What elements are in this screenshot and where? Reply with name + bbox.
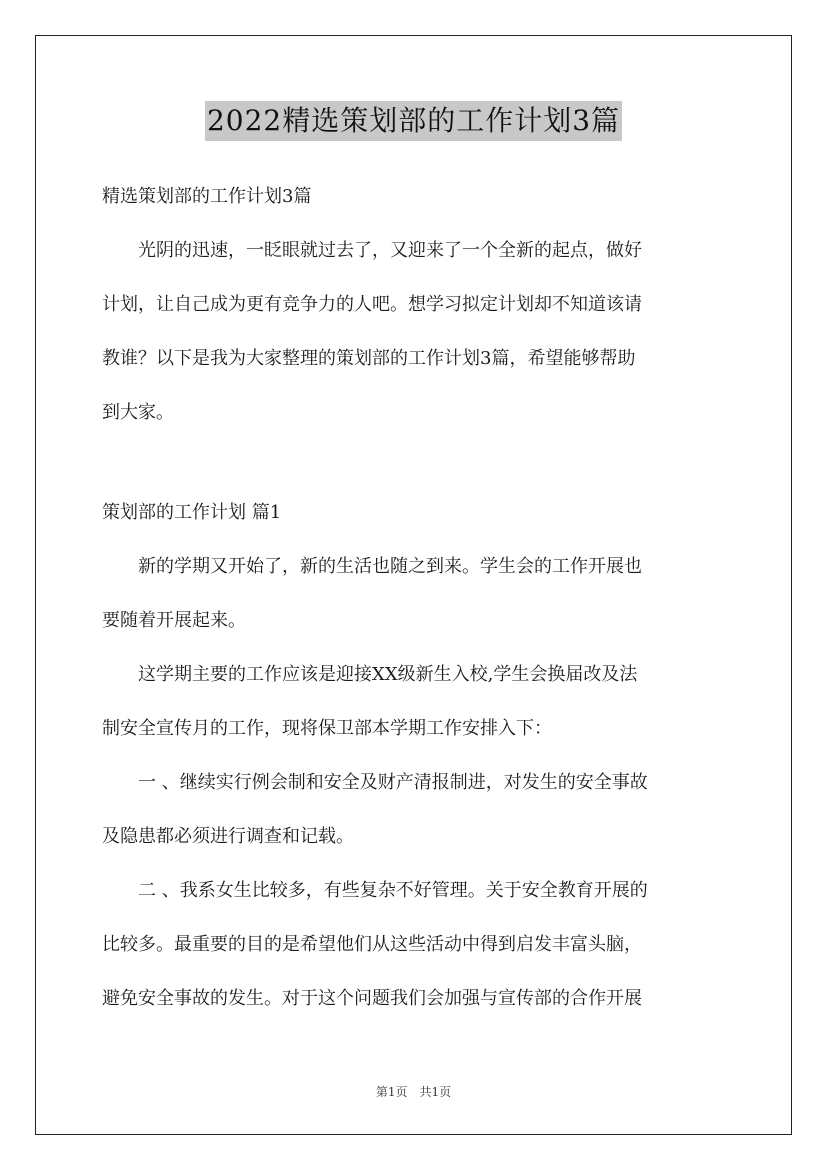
body-line: 二 、我系女生比较多，有些复杂不好管理。关于安全教育开展的 [102,880,648,901]
body-line: 新的学期又开始了，新的生活也随之到来。学生会的工作开展也 [102,556,642,577]
body-line: 比较多。最重要的目的是希望他们从这些活动中得到启发丰富头脑， [102,934,642,955]
body-line: 要随着开展起来。 [102,610,246,631]
page-footer: 第1页 共1页 [375,1085,452,1099]
intro-line: 计划，让自己成为更有竞争力的人吧。想学习拟定计划却不知道该请 [102,294,642,315]
body-line: 制安全宣传月的工作，现将保卫部本学期工作安排入下： [102,718,552,739]
subtitle: 精选策划部的工作计划3篇 [102,186,312,207]
intro-line: 到大家。 [102,402,174,423]
body-line: 这学期主要的工作应该是迎接XX级新生入校,学生会换届改及法 [102,664,638,685]
document-body [102,170,727,1026]
paragraph-gap [102,440,727,486]
intro-line: 光阴的迅速，一眨眼就过去了，又迎来了一个全新的起点，做好 [102,240,642,261]
body-line: 一 、继续实行例会制和安全及财产清报制进，对发生的安全事故 [102,772,648,793]
section-heading: 策划部的工作计划 篇1 [102,502,282,523]
document-title: 2022精选策划部的工作计划3篇 [205,101,622,141]
title-container [0,101,827,141]
body-line: 及隐患都必须进行调查和记载。 [102,826,354,847]
body-line: 避免安全事故的发生。对于这个问题我们会加强与宣传部的合作开展 [102,988,642,1009]
intro-line: 教谁？以下是我为大家整理的策划部的工作计划3篇，希望能够帮助 [102,348,636,369]
